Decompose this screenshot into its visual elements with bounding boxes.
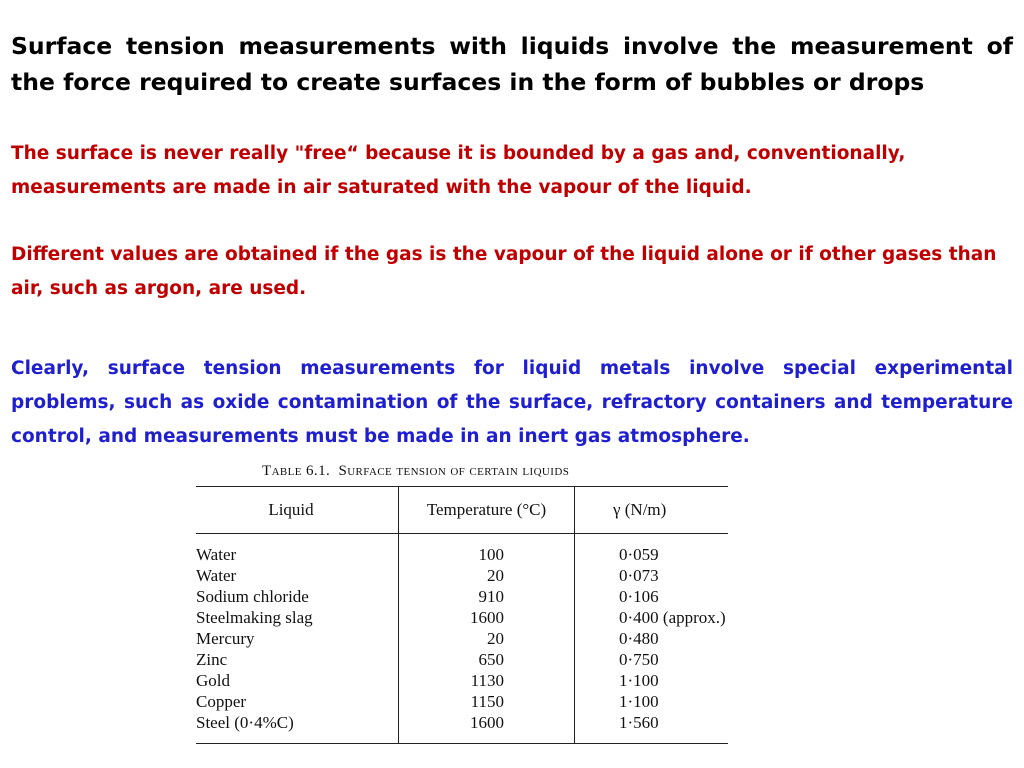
table-row bbox=[196, 691, 728, 712]
cell-gamma: 0·750 bbox=[619, 650, 659, 669]
cell-liquid: Sodium chloride bbox=[196, 586, 399, 607]
paragraph-liquid-metals: Clearly, surface tension measurements for liquid metals involve special experimental problems, such as oxide contamination of the surface, refractory containers and temperature control, and measurements must be made in an inert gas atmosphere. bbox=[11, 358, 1013, 447]
cell-gamma: 1·100 bbox=[619, 671, 659, 690]
cell-temperature: 1600 bbox=[399, 607, 575, 628]
cell-temperature: 1150 bbox=[399, 691, 575, 712]
surface-tension-table-figure bbox=[196, 460, 736, 744]
cell-gamma: 1·100 bbox=[619, 692, 659, 711]
table-row bbox=[196, 586, 728, 607]
table-caption-number: Table 6.1. bbox=[262, 463, 331, 479]
table-caption-title: Surface tension of certain liquids bbox=[338, 463, 570, 479]
table-row bbox=[196, 649, 728, 670]
cell-liquid: Copper bbox=[196, 691, 399, 712]
cell-liquid: Mercury bbox=[196, 628, 399, 649]
paragraph-different-values: Different values are obtained if the gas is the vapour of the liquid alone or if other gases than air, such as argon, are used. bbox=[11, 244, 997, 299]
table-caption bbox=[196, 460, 736, 482]
table-row bbox=[196, 628, 728, 649]
table-row bbox=[196, 712, 728, 744]
table-row bbox=[196, 565, 728, 586]
paragraph-free-surface: The surface is never really "free“ because it is bounded by a gas and, conventionally, measurements are made in air saturated with the vapour of the liquid. bbox=[11, 143, 906, 198]
cell-temperature: 20 bbox=[399, 565, 575, 586]
surface-tension-table bbox=[196, 486, 728, 744]
cell-temperature: 1600 bbox=[399, 712, 575, 744]
cell-gamma: 0·106 bbox=[619, 587, 659, 606]
cell-gamma: 1·560 bbox=[575, 712, 729, 744]
cell-gamma: 0·480 bbox=[619, 629, 659, 648]
cell-gamma: 0·073 bbox=[619, 566, 659, 585]
cell-temperature: 100 bbox=[399, 534, 575, 566]
cell-gamma: 0·059 bbox=[619, 545, 659, 564]
cell-temperature: 20 bbox=[399, 628, 575, 649]
table-header-row bbox=[196, 487, 728, 534]
cell-temperature: 650 bbox=[399, 649, 575, 670]
table-row bbox=[196, 670, 728, 691]
cell-gamma: 0·400 (approx.) bbox=[619, 608, 726, 627]
header-liquid: Liquid bbox=[196, 487, 399, 534]
cell-liquid: Zinc bbox=[196, 649, 399, 670]
cell-liquid: Gold bbox=[196, 670, 399, 691]
table-row bbox=[196, 607, 728, 628]
cell-temperature: 1130 bbox=[399, 670, 575, 691]
cell-temperature: 910 bbox=[399, 586, 575, 607]
header-gamma: γ (N/m) bbox=[575, 487, 729, 534]
cell-liquid: Water bbox=[196, 565, 399, 586]
cell-liquid: Water bbox=[196, 534, 399, 566]
cell-liquid: Steel (0·4%C) bbox=[196, 712, 399, 744]
cell-liquid: Steelmaking slag bbox=[196, 607, 399, 628]
slide-heading: Surface tension measurements with liquids involve the measurement of the force required to create surfaces in the form of bubbles or drops bbox=[11, 32, 1013, 96]
table-row bbox=[196, 534, 728, 566]
header-temperature: Temperature (°C) bbox=[399, 487, 575, 534]
